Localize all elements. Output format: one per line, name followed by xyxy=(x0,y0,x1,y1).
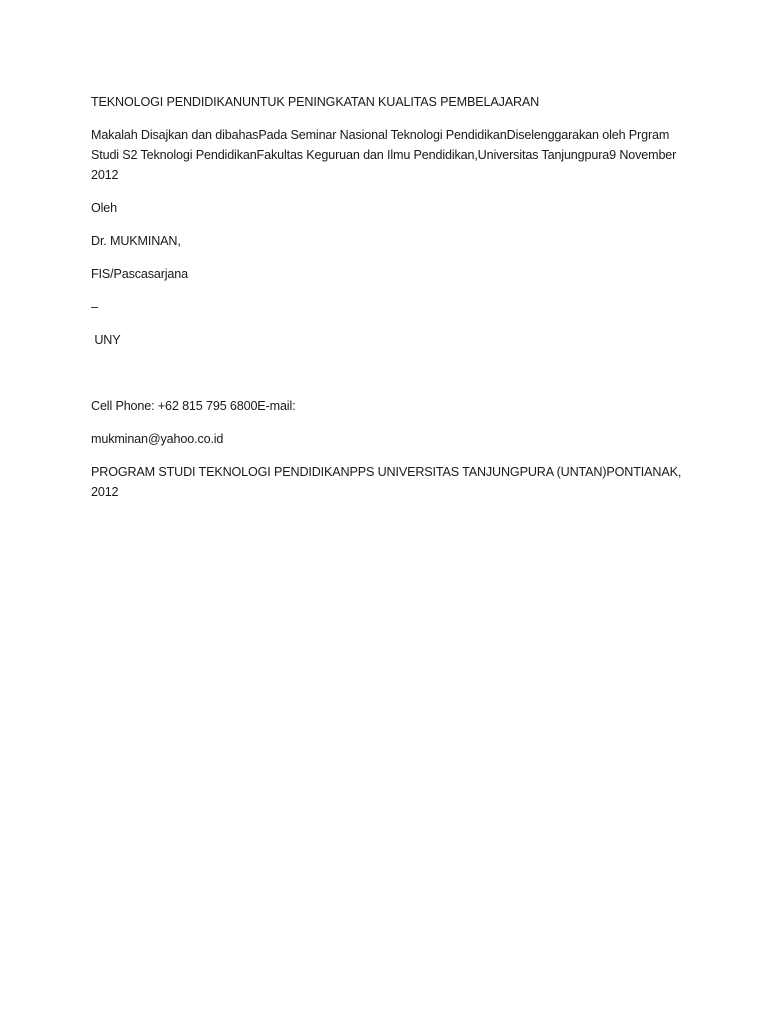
contact-email: mukminan@yahoo.co.id xyxy=(91,432,224,446)
document-title: TEKNOLOGI PENDIDIKANUNTUK PENINGKATAN KUALITAS PEMBELAJARAN xyxy=(91,95,540,109)
by-label: Oleh xyxy=(91,201,118,215)
document-body xyxy=(91,92,691,515)
contact-phone: Cell Phone: +62 815 795 6800E-mail: xyxy=(91,399,296,413)
program-footer: PROGRAM STUDI TEKNOLOGI PENDIDIKANPPS UNIVERSITAS TANJUNGPURA (UNTAN)PONTIANAK, 2012 xyxy=(91,465,685,499)
author-name: Dr. MUKMINAN, xyxy=(91,234,181,248)
dash-separator: – xyxy=(91,300,98,314)
author-affiliation: FIS/Pascasarjana xyxy=(91,267,188,281)
event-description: Makalah Disajkan dan dibahasPada Seminar Nasional Teknologi PendidikanDiselenggarakan oleh Prgram Studi S2 Teknologi PendidikanFakultas Keguruan dan Ilmu Pendidikan,Universitas Tanjungpura9 November 2012 xyxy=(91,128,680,182)
author-institution: UNY xyxy=(91,333,121,347)
